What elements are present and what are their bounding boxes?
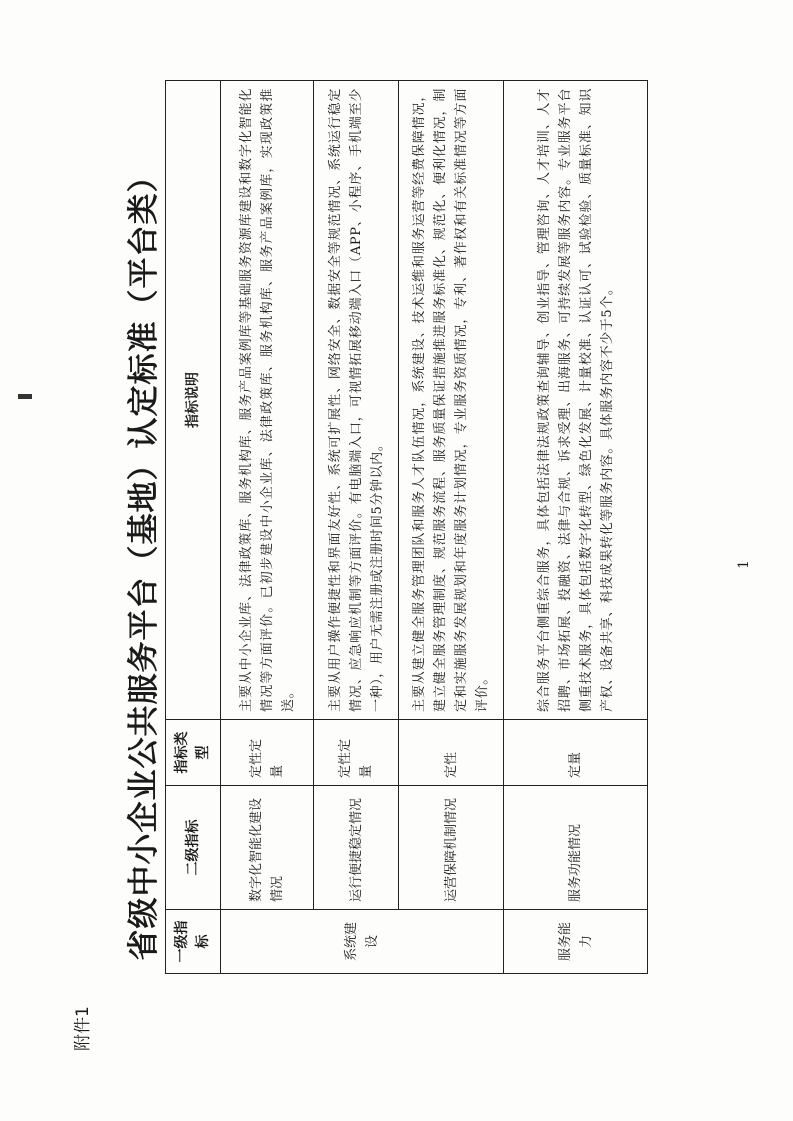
level1-cell: 系统建设	[221, 910, 504, 974]
level2-cell: 服务功能情况	[504, 786, 648, 910]
table-row	[399, 81, 504, 974]
level2-cell: 运行便捷稳定情况	[314, 786, 399, 910]
page-title: 省级中小企业公共服务平台（基地）认定标准（平台类）	[126, 160, 162, 961]
page-number: 1	[736, 560, 752, 569]
level2-cell: 数字化智能化建设情况	[221, 786, 314, 910]
header-description: 指标说明	[166, 81, 221, 720]
table-row	[221, 81, 314, 974]
description-cell: 主要从建立健全服务管理团队和服务人才队伍情况，系统建设、技术运维和服务运营等经费保障情况，建立健全服务管理制度、规范服务流程、服务质量保证措施推进服务标准化、规范化、便利化情况，制定和实施服务发展规划和年度服务计划情况，专业服务资质情况，专利、著作权和有关标准情况等方面评价。	[399, 81, 504, 720]
type-cell: 定性定量	[221, 720, 314, 786]
description-cell: 综合服务平台侧重综合服务，具体包括法律法规政策查询辅导、创业指导、管理咨询、人才培训、人才招聘、市场拓展、投融资、法律与合规、诉求受理、出海服务、可持续发展等服务内容。专业服务平台侧重技术服务，具体包括数字化转型、绿色化发展、计量校准、认证认可、试验检验、质量标准、知识产权、设备共享、科技成果转化等服务内容。具体服务内容不少于5个。	[504, 81, 648, 720]
table-header-row	[166, 81, 221, 974]
table-row	[504, 81, 648, 974]
description-cell: 主要从用户操作便捷性和界面友好性、系统可扩展性、网络安全、数据安全等规范情况、系统运行稳定情况、应急响应机制等方面评价。有电脑端入口，可视情拓展移动端入口（APP、小程序、手机端至少一种），用户无需注册或注册时间5分钟以内。	[314, 81, 399, 720]
criteria-table	[165, 80, 648, 974]
type-cell: 定量	[504, 720, 648, 786]
table-row	[314, 81, 399, 974]
annex-label: 附件1	[73, 1006, 93, 1051]
header-level2: 二级指标	[166, 786, 221, 910]
description-cell: 主要从中小企业库、法律政策库、服务机构库、服务产品案例库等基础服务资源库建设和数字化智能化情况等方面评价。已初步建设中小企业库、法律政策库、服务机构库、服务产品案例库，实现政策推送。	[221, 81, 314, 720]
level1-cell: 服务能力	[504, 910, 648, 974]
type-cell: 定性定量	[314, 720, 399, 786]
level2-cell: 运营保障机制情况	[399, 786, 504, 910]
header-level1: 一级指标	[166, 910, 221, 974]
type-cell: 定性	[399, 720, 504, 786]
header-type: 指标类型	[166, 720, 221, 786]
scan-mark	[18, 394, 32, 399]
